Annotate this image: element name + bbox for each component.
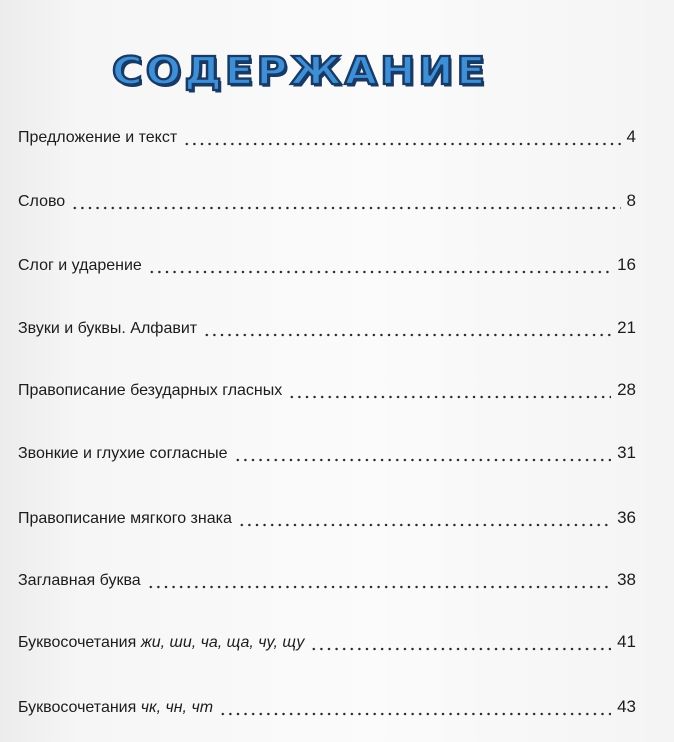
entry-title-text: Правописание безударных гласных [18, 382, 283, 399]
entry-title-text: Буквосочетания [18, 634, 141, 651]
entry-title [18, 382, 282, 400]
dot-leader [238, 523, 611, 527]
entry-title [18, 257, 142, 275]
page-number: 38 [617, 570, 636, 589]
entry-title-text: Правописание мягкого знака [18, 510, 232, 527]
entry-title-text: Слог и ударение [18, 257, 142, 274]
entry-title-text: Звонкие и глухие согласные [18, 445, 228, 462]
toc-entry[interactable] [18, 508, 636, 532]
page-number: 8 [626, 191, 636, 210]
toc-entry[interactable] [18, 632, 636, 656]
dot-leader [71, 206, 620, 210]
dot-leader [183, 142, 620, 146]
dot-leader [147, 585, 611, 589]
dot-leader [310, 647, 611, 651]
dot-leader [219, 712, 611, 716]
entry-title [18, 193, 65, 211]
page-number: 28 [617, 380, 636, 399]
page-number: 16 [617, 255, 636, 274]
entry-title [18, 129, 177, 147]
entry-title [18, 320, 197, 338]
toc-entry[interactable] [18, 318, 636, 342]
toc-entry[interactable] [18, 443, 636, 467]
page-number: 43 [617, 697, 636, 716]
toc-entry[interactable] [18, 697, 636, 721]
toc-entry[interactable] [18, 127, 636, 151]
page-number: 21 [617, 318, 636, 337]
entry-title [18, 572, 141, 590]
toc-entry[interactable] [18, 255, 636, 279]
entry-title [18, 699, 213, 717]
entry-title [18, 510, 232, 528]
toc-entry[interactable] [18, 191, 636, 215]
page-number: 41 [617, 632, 636, 651]
entry-title-text: Заглавная буква [18, 572, 141, 589]
dot-leader [203, 333, 611, 337]
toc-entry[interactable] [18, 380, 636, 404]
entry-title-text: Звуки и буквы. Алфавит [18, 320, 198, 337]
page-number: 36 [617, 508, 636, 527]
entry-title [18, 445, 228, 463]
entry-title-text: Предложение и текст [18, 129, 178, 146]
dot-leader [288, 395, 611, 399]
entry-title-text: Слово [18, 193, 66, 210]
dot-leader [148, 270, 611, 274]
toc-entry[interactable] [18, 570, 636, 594]
entry-title-text: Буквосочетания [18, 699, 141, 716]
entry-title [18, 634, 304, 652]
page-number: 4 [626, 127, 636, 146]
page-number: 31 [617, 443, 636, 462]
page-title: СОДЕРЖАНИЕ [111, 48, 489, 94]
dot-leader [234, 458, 612, 462]
entry-title-italic: жи, ши, ча, ща, чу, щу [140, 634, 305, 651]
entry-title-italic: чк, чн, чт [140, 699, 214, 716]
